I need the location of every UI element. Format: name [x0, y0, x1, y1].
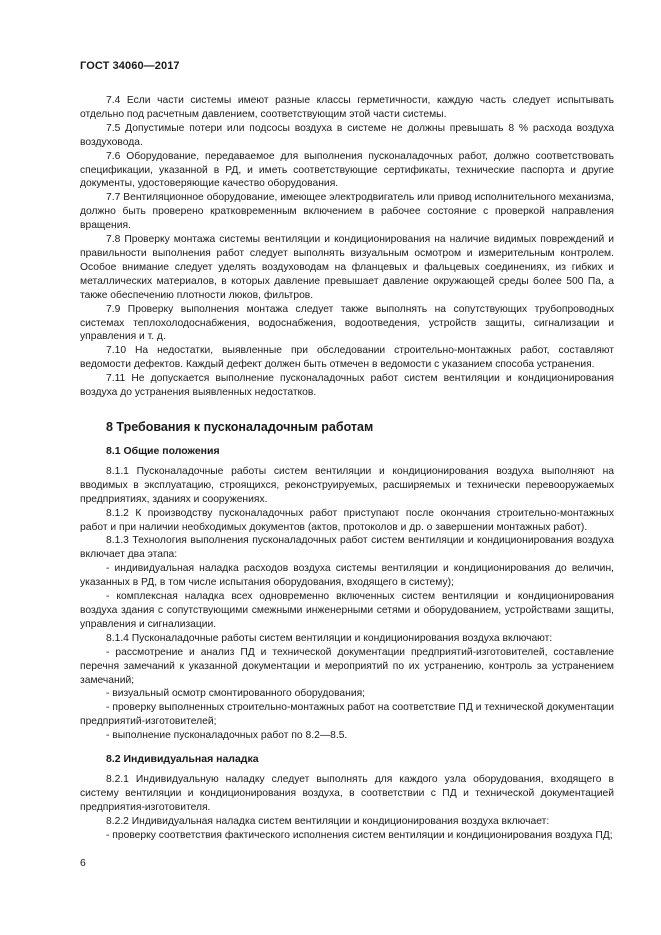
clause-7-4: 7.4 Если части системы имеют разные классы герметичности, каждую часть следует испытывать отдельно под расчетным давлением, соответствующим этой части системы. — [80, 95, 614, 120]
list-item: - выполнение пусконаладочных работ по 8.2—8.5. — [106, 730, 348, 742]
clause-8-1-4: 8.1.4 Пусконаладочные работы систем вентиляции и кондиционирования воздуха включают: — [106, 632, 553, 644]
section-8-title: 8 Требования к пусконаладочным работам — [106, 419, 374, 434]
list-item: - проверку соответствия фактического исполнения систем вентиляции и кондиционирования воздуха ПД; — [106, 829, 613, 841]
clause-8-2-1: 8.2.1 Индивидуальную наладку следует выполнять для каждого узла оборудования, входящего в систему вентиляции и кондиционирования воздуха, в соответствии с ПД и технической документацией предприятия-изготовителя. — [80, 774, 614, 813]
clause-7-9: 7.9 Проверку выполнения монтажа следует также выполнять на сопутствующих трубопроводных системах теплохолодоснабжения, водоснабжения, водоотведения, устройств защиты, сигнализации и управления и т. д. — [80, 303, 614, 343]
clause-7-5: 7.5 Допустимые потери или подсосы воздуха в системе не должны превышать 8 % расхода воздуха воздуховода. — [80, 122, 614, 148]
page-number: 6 — [80, 857, 86, 869]
document-body — [80, 94, 614, 843]
clause-8-1-1: 8.1.1 Пусконаладочные работы систем вентиляции и кондиционирования воздуха выполняют на вводимых в эксплуатацию, строящихся, реконструируемых, расширяемых и технически перевооружаемых предприятиях, зданиях и сооружениях. — [80, 465, 614, 505]
list-item: - комплексная наладка всех одновременно включенных систем вентиляции и кондиционирования воздуха здания с сопутствующими смежными инженерными сетями и оборудованием, устройствами защиты, управления и сигнализации. — [80, 591, 614, 630]
clause-7-8: 7.8 Проверку монтажа системы вентиляции и кондиционирования на наличие видимых повреждений и правильности выполнения работ следует выполнять визуальным осмотром и измерительным контролем. Особое внимание следует уделять воздуховодам на фланцевых и фальцевых соединениях, из гибких и металлических материалов, в которых давление превышает давление окружающей среды более 500 Па, а также обеспечению плотности люков, фильтров. — [80, 234, 614, 301]
list-item: - рассмотрение и анализ ПД и технической документации предприятий-изготовителей, составление перечня замечаний к указанной документации и мероприятий по их устранению, контроль за устранением замечаний; — [80, 646, 614, 686]
subsection-8-2-title: 8.2 Индивидуальная наладка — [106, 753, 259, 766]
clause-7-11: 7.11 Не допускается выполнение пусконаладочных работ систем вентиляции и кондиционирования воздуха до устранения выявленных недостатков. — [80, 373, 614, 399]
clause-7-10: 7.10 На недостатки, выявленные при обследовании строительно-монтажных работ, составляют ведомости дефектов. Каждый дефект должен быть отмечен в ведомости с указанием способа устранения. — [80, 345, 614, 371]
clause-7-6: 7.6 Оборудование, передаваемое для выполнения пусконаладочных работ, должно соответствовать спецификации, указанной в РД, и иметь соответствующие сертификаты, технические паспорта и другие документы, удостоверяющие качество оборудования. — [80, 150, 614, 190]
list-item: - индивидуальная наладка расходов воздуха системы вентиляции и кондиционирования до величин, указанных в РД, в том числе испытания оборудования, входящего в систему); — [80, 563, 614, 589]
list-item: - проверку выполненных строительно-монтажных работ на соответствие ПД и технической документации предприятий-изготовителей; — [80, 702, 614, 728]
clause-7-7: 7.7 Вентиляционное оборудование, имеющее электродвигатель или привод исполнительного механизма, должно быть проверено кратковременным включением в рабочее состояние с проверкой направления вращения. — [80, 192, 614, 232]
clause-8-2-2: 8.2.2 Индивидуальная наладка систем вентиляции и кондиционирования воздуха включает: — [106, 815, 550, 827]
list-item: - визуальный осмотр смонтированного оборудования; — [106, 688, 366, 700]
clause-8-1-3: 8.1.3 Технология выполнения пусконаладочных работ систем вентиляции и кондиционирования воздуха включает два этапа: — [80, 535, 614, 561]
subsection-8-1-title: 8.1 Общие положения — [106, 444, 220, 457]
clause-8-1-2: 8.1.2 К производству пусконаладочных работ приступают после окончания строительно-монтажных работ и при наличии необходимых документов (актов, протоколов и др. о завершении монтажных работ). — [80, 507, 614, 533]
document-header: ГОСТ 34060—2017 — [80, 60, 180, 72]
